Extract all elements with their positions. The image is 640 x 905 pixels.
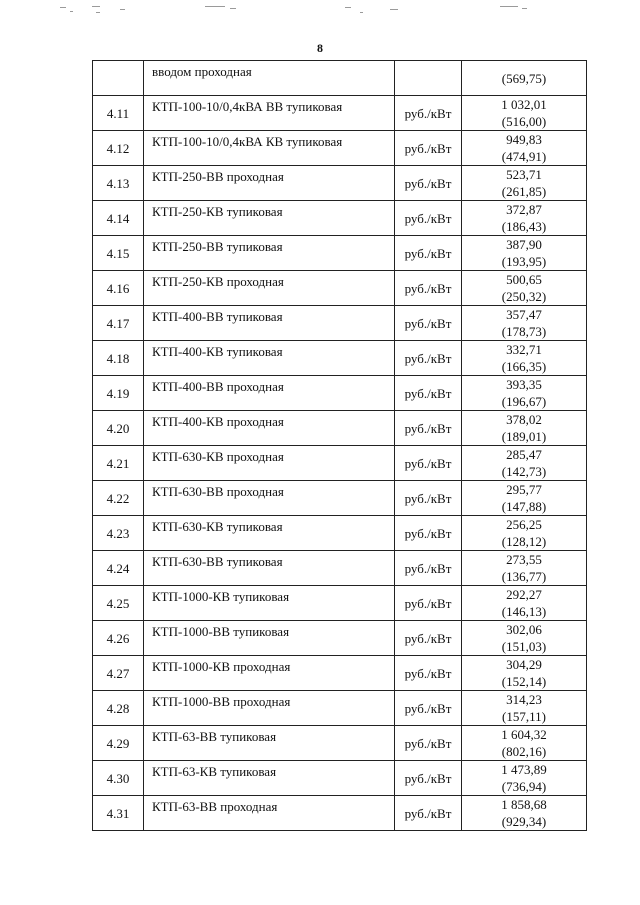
row-number: 4.15	[93, 236, 144, 271]
row-number: 4.29	[93, 726, 144, 761]
row-unit: руб./кВт	[395, 341, 462, 376]
row-unit: руб./кВт	[395, 656, 462, 691]
row-price	[462, 796, 587, 831]
row-name-text: КТП-630-КВ тупиковая	[152, 519, 283, 534]
price-value: 273,55	[506, 552, 542, 567]
row-name-text: КТП-1000-КВ проходная	[152, 659, 291, 674]
row-price	[462, 411, 587, 446]
row-name	[144, 481, 395, 516]
row-name-text: КТП-250-КВ тупиковая	[152, 204, 283, 219]
row-price	[462, 761, 587, 796]
row-name	[144, 796, 395, 831]
row-unit: руб./кВт	[395, 586, 462, 621]
row-price	[462, 131, 587, 166]
row-number: 4.23	[93, 516, 144, 551]
row-name-text: КТП-63-ВВ тупиковая	[152, 729, 277, 744]
row-number: 4.25	[93, 586, 144, 621]
table-row	[93, 516, 587, 551]
row-number: 4.27	[93, 656, 144, 691]
row-unit: руб./кВт	[395, 271, 462, 306]
row-price	[462, 306, 587, 341]
row-price	[462, 516, 587, 551]
row-name	[144, 96, 395, 131]
row-price	[462, 481, 587, 516]
price-value: 500,65	[506, 272, 542, 287]
price-value: 393,35	[506, 377, 542, 392]
row-name-text: КТП-400-ВВ проходная	[152, 379, 284, 394]
price-half-value: (250,32)	[501, 289, 547, 304]
row-unit: руб./кВт	[395, 551, 462, 586]
row-number: 4.13	[93, 166, 144, 201]
row-name-text: КТП-1000-ВВ проходная	[152, 694, 291, 709]
row-number: 4.20	[93, 411, 144, 446]
row-unit: руб./кВт	[395, 796, 462, 831]
row-name	[144, 551, 395, 586]
row-name-text: КТП-630-ВВ тупиковая	[152, 554, 283, 569]
row-number: 4.16	[93, 271, 144, 306]
price-value: 256,25	[506, 517, 542, 532]
row-name	[144, 376, 395, 411]
row-price	[462, 691, 587, 726]
price-value: 295,77	[506, 482, 542, 497]
row-unit: руб./кВт	[395, 131, 462, 166]
row-name-text: КТП-400-КВ тупиковая	[152, 344, 283, 359]
row-price	[462, 236, 587, 271]
price-value: 387,90	[506, 237, 542, 252]
row-number	[93, 61, 144, 96]
price-half-value: (157,11)	[502, 709, 546, 724]
row-name-text: КТП-63-КВ тупиковая	[152, 764, 277, 779]
table-body	[93, 61, 587, 831]
price-half-value: (736,94)	[501, 779, 547, 794]
table-row	[93, 691, 587, 726]
row-unit: руб./кВт	[395, 166, 462, 201]
table-row	[93, 726, 587, 761]
row-name	[144, 131, 395, 166]
row-unit: руб./кВт	[395, 201, 462, 236]
row-unit: руб./кВт	[395, 96, 462, 131]
row-name	[144, 201, 395, 236]
price-value: 357,47	[506, 307, 542, 322]
row-number: 4.14	[93, 201, 144, 236]
price-half-value: (929,34)	[501, 814, 547, 829]
price-value: 302,06	[506, 622, 542, 637]
row-name	[144, 236, 395, 271]
row-unit: руб./кВт	[395, 691, 462, 726]
price-value: 292,27	[506, 587, 542, 602]
row-number: 4.12	[93, 131, 144, 166]
price-half-value: (178,73)	[501, 324, 547, 339]
row-price	[462, 271, 587, 306]
table-row	[93, 236, 587, 271]
table-row	[93, 201, 587, 236]
price-half-value: (136,77)	[501, 569, 547, 584]
price-half-value: (147,88)	[501, 499, 547, 514]
table-row	[93, 621, 587, 656]
price-half-value: (146,13)	[501, 604, 547, 619]
row-unit: руб./кВт	[395, 481, 462, 516]
row-price	[462, 656, 587, 691]
row-price	[462, 586, 587, 621]
price-value: 1 032,01	[501, 97, 547, 112]
tariff-table	[92, 60, 587, 831]
row-name-text: КТП-250-КВ проходная	[152, 274, 284, 289]
row-number: 4.18	[93, 341, 144, 376]
row-number: 4.30	[93, 761, 144, 796]
price-half-value: (128,12)	[501, 534, 547, 549]
row-unit: руб./кВт	[395, 516, 462, 551]
row-number: 4.17	[93, 306, 144, 341]
table-row	[93, 411, 587, 446]
table-row	[93, 481, 587, 516]
price-value: 1 604,32	[501, 727, 547, 742]
row-name-text: КТП-250-ВВ проходная	[152, 169, 284, 184]
row-name	[144, 446, 395, 481]
table-row	[93, 306, 587, 341]
row-name	[144, 691, 395, 726]
price-half-value: (152,14)	[501, 674, 547, 689]
table-row	[93, 551, 587, 586]
price-value: 523,71	[506, 167, 542, 182]
price-half-value: (186,43)	[501, 219, 547, 234]
table-row	[93, 446, 587, 481]
row-name-text: КТП-63-ВВ проходная	[152, 799, 278, 814]
row-name-text: КТП-400-КВ проходная	[152, 414, 284, 429]
row-price	[462, 726, 587, 761]
row-unit: руб./кВт	[395, 306, 462, 341]
row-number: 4.21	[93, 446, 144, 481]
row-name	[144, 586, 395, 621]
row-name	[144, 61, 395, 96]
row-name-text: КТП-1000-ВВ тупиковая	[152, 624, 290, 639]
price-half-value: (569,75)	[501, 70, 547, 86]
price-half-value: (189,01)	[501, 429, 547, 444]
page-number: 8	[317, 41, 323, 55]
row-name	[144, 621, 395, 656]
row-name	[144, 411, 395, 446]
row-name	[144, 516, 395, 551]
row-unit: руб./кВт	[395, 411, 462, 446]
price-half-value: (196,67)	[501, 394, 547, 409]
row-name-text: КТП-1000-КВ тупиковая	[152, 589, 290, 604]
row-number: 4.28	[93, 691, 144, 726]
row-price	[462, 341, 587, 376]
row-name	[144, 656, 395, 691]
table-row	[93, 761, 587, 796]
scan-artifacts	[60, 3, 580, 17]
table-row	[93, 341, 587, 376]
row-name-text: КТП-400-ВВ тупиковая	[152, 309, 283, 324]
row-price	[462, 621, 587, 656]
row-price	[462, 201, 587, 236]
price-value: 372,87	[506, 202, 542, 217]
price-half-value: (142,73)	[501, 464, 547, 479]
table-row	[93, 166, 587, 201]
row-name	[144, 271, 395, 306]
row-unit: руб./кВт	[395, 761, 462, 796]
row-unit: руб./кВт	[395, 376, 462, 411]
table-row	[93, 376, 587, 411]
price-half-value: (193,95)	[501, 254, 547, 269]
table-row	[93, 131, 587, 166]
row-number: 4.11	[93, 96, 144, 131]
row-name-text: КТП-630-КВ проходная	[152, 449, 284, 464]
row-number: 4.22	[93, 481, 144, 516]
row-name-text: КТП-100-10/0,4кВА ВВ тупиковая	[152, 99, 343, 114]
price-value: 1 858,68	[501, 797, 547, 812]
table-row-continued	[93, 61, 587, 96]
row-unit: руб./кВт	[395, 621, 462, 656]
row-price	[462, 446, 587, 481]
row-name	[144, 306, 395, 341]
row-name	[144, 341, 395, 376]
row-price	[462, 96, 587, 131]
price-half-value: (802,16)	[501, 744, 547, 759]
row-name-text: КТП-630-ВВ проходная	[152, 484, 284, 499]
price-value: 1 473,89	[501, 762, 547, 777]
table-row	[93, 96, 587, 131]
price-half-value: (474,91)	[501, 149, 547, 164]
row-number: 4.26	[93, 621, 144, 656]
table-row	[93, 271, 587, 306]
row-number: 4.19	[93, 376, 144, 411]
row-unit	[395, 61, 462, 96]
row-name	[144, 726, 395, 761]
row-price	[462, 551, 587, 586]
price-half-value: (261,85)	[501, 184, 547, 199]
row-price	[462, 166, 587, 201]
price-value: 285,47	[506, 447, 542, 462]
table-row	[93, 586, 587, 621]
price-value: 314,23	[506, 692, 542, 707]
price-value: 378,02	[506, 412, 542, 427]
table-row	[93, 656, 587, 691]
row-number: 4.31	[93, 796, 144, 831]
price-value: 949,83	[506, 132, 542, 147]
price-half-value: (151,03)	[501, 639, 547, 654]
row-unit: руб./кВт	[395, 446, 462, 481]
price-half-value: (516,00)	[501, 114, 547, 129]
row-unit: руб./кВт	[395, 726, 462, 761]
row-name-text: вводом проходная	[152, 64, 252, 79]
row-name-text: КТП-250-ВВ тупиковая	[152, 239, 283, 254]
table-row	[93, 796, 587, 831]
row-price	[462, 376, 587, 411]
row-name	[144, 761, 395, 796]
row-price	[462, 61, 587, 96]
row-unit: руб./кВт	[395, 236, 462, 271]
price-value: 332,71	[506, 342, 542, 357]
price-half-value: (166,35)	[501, 359, 547, 374]
row-name	[144, 166, 395, 201]
row-number: 4.24	[93, 551, 144, 586]
row-name-text: КТП-100-10/0,4кВА КВ тупиковая	[152, 134, 343, 149]
price-value: 304,29	[506, 657, 542, 672]
